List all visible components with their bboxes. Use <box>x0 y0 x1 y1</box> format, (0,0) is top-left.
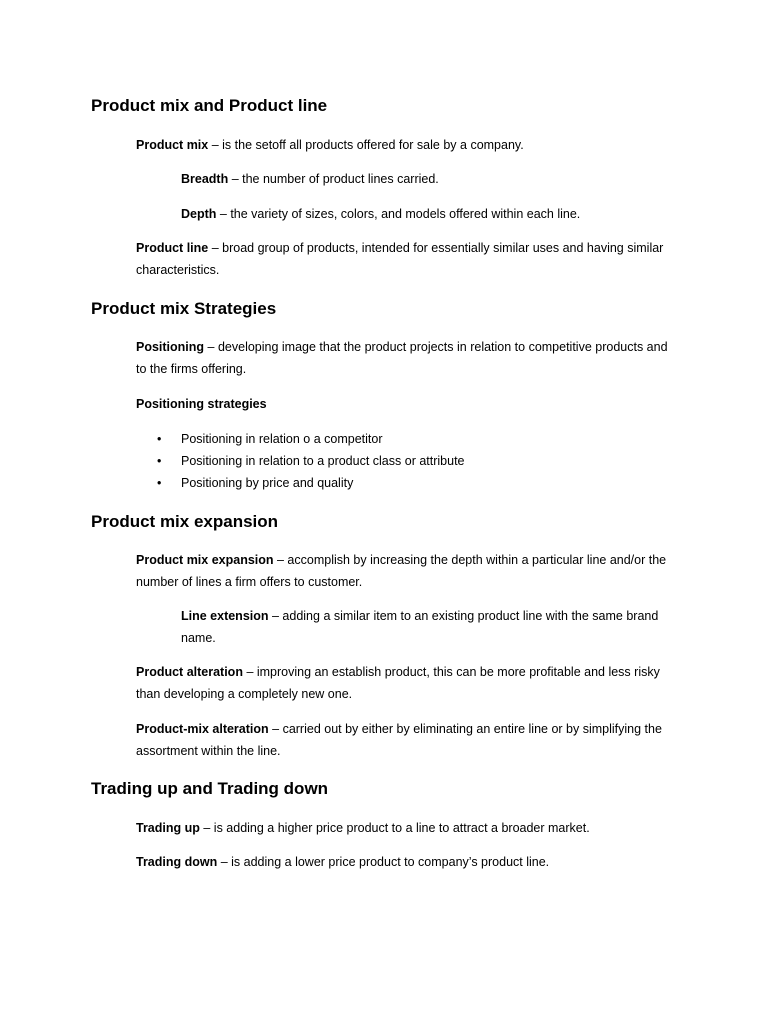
term: Product-mix alteration <box>136 722 269 736</box>
term: Product mix <box>136 138 209 152</box>
definition <box>136 718 681 762</box>
list-item: Positioning in relation o a competitor <box>181 432 383 446</box>
definition <box>136 237 681 281</box>
definition-text: – is adding a lower price product to company’s product line. <box>217 855 550 869</box>
bullet-marker: • <box>157 432 162 446</box>
definition <box>136 134 681 156</box>
definition-text: – carried out by either by eliminating an entire line or by simplifying the assortment within the line. <box>136 722 662 758</box>
section-heading: Product mix expansion <box>91 512 279 531</box>
definition-text: – the number of product lines carried. <box>228 172 439 186</box>
bullet-marker: • <box>157 454 162 468</box>
subheading <box>136 393 681 415</box>
definition-text: – the variety of sizes, colors, and models offered within each line. <box>216 207 581 221</box>
list-item: Positioning in relation to a product class or attribute <box>181 454 465 468</box>
definition <box>181 203 681 225</box>
definition <box>136 661 681 705</box>
definition <box>136 851 681 873</box>
term: Product mix expansion <box>136 553 274 567</box>
definition-text: – is the setoff all products offered for sale by a company. <box>208 138 524 152</box>
section-heading: Product mix and Product line <box>91 96 328 115</box>
term: Product alteration <box>136 665 243 679</box>
definition-text: – broad group of products, intended for essentially similar uses and having similar characteristics. <box>136 241 664 277</box>
term: Depth <box>181 207 217 221</box>
definition-text: – accomplish by increasing the depth within a particular line and/or the number of lines a firm offers to customer. <box>136 553 667 589</box>
term: Line extension <box>181 609 269 623</box>
definition-text: – improving an establish product, this can be more profitable and less risky than developing a completely new one. <box>136 665 660 701</box>
definition <box>181 605 681 649</box>
term: Positioning strategies <box>136 397 267 411</box>
term: Trading up <box>136 821 200 835</box>
bullet-marker: • <box>157 476 162 490</box>
term: Positioning <box>136 340 205 354</box>
definition <box>136 549 681 593</box>
definition-text: – adding a similar item to an existing product line with the same brand name. <box>181 609 659 645</box>
list-item: Positioning by price and quality <box>181 476 354 490</box>
definition <box>136 336 681 380</box>
section-heading: Product mix Strategies <box>91 299 277 318</box>
term: Product line <box>136 241 209 255</box>
section-heading: Trading up and Trading down <box>91 779 329 798</box>
definition-text: – is adding a higher price product to a line to attract a broader market. <box>199 821 590 835</box>
definition <box>181 168 681 190</box>
term: Breadth <box>181 172 229 186</box>
definition <box>136 817 681 839</box>
term: Trading down <box>136 855 218 869</box>
definition-text: – developing image that the product projects in relation to competitive products and to the firms offering. <box>136 340 668 376</box>
